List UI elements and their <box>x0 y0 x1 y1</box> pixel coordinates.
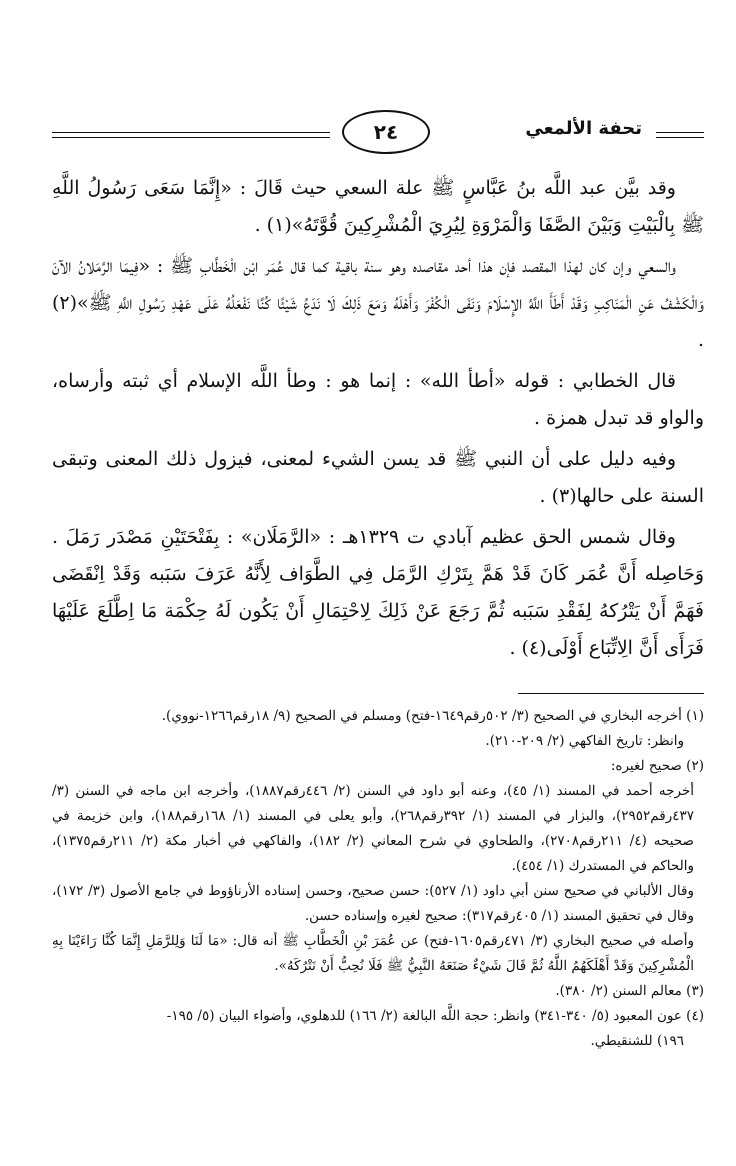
paragraph-evidence: وفيه دليل على أن النبي ﷺ قد يسن الشيء لمعنى، فيزول ذلك المعنى وتبقى السنة على حالها(٣) . <box>52 448 704 507</box>
running-header <box>52 108 704 156</box>
footnote-2-grading: وقال الألباني في صحيح سنن أبي داود (١/ ٥٢٧): حسن صحيح، وحسن إسناده الأرناؤوط في جامع الأصول (٣/ ١٧٢)، وقال في تحقيق المسند (١/ ٤٠٥رقم٣١٧): صحيح لغيره وإسناده حسن. <box>52 883 695 924</box>
book-title: تحفة الألمعي <box>525 118 642 139</box>
footnote-1-cont: وانظر: تاريخ الفاكهي (٢/ ٢٠٩-٢١٠). <box>485 733 684 749</box>
paragraph-ibn-abbas: وقد بيَّن عبد اللَّه بنُ عَبَّاسٍ ﷺ علة السعي حيث قَالَ : «إِنَّمَا سَعَى رَسُولُ اللَّهِ ﷺ بِالْبَيْتِ وَبَيْنَ الصَّفَا وَالْمَرْوَةِ لِيُرِيَ الْمُشْرِكِينَ قُوَّتَهُ»(١) . <box>52 177 704 236</box>
footnote-4-cont: ١٩٦) للشنقيطي. <box>590 1033 684 1049</box>
book-page <box>52 108 704 1054</box>
paragraph-umar-raml: والسعي وإن كان لهذا المقصد فإن هذا أحد مقاصده وهو سنة باقية كما قال عُمَر ابْن الْخَطَّابِ ﷺ : «فِيمَا الرَّمَلانُ الآنَ وَالْكَشْفُ عَنِ الْمَنَاكِبِ وَقَدْ أَطَأَ اللَّهُ الإِسْلَامَ وَنَفَى الْكُفْرَ وَأَهْلَهُ وَمَعَ ذَلِكَ لَا نَدَعُ شَيْئًا كُنَّا نَفْعَلُهُ عَلَى عَهْدِ رَسُولِ اللَّهِ ﷺ»(٢) . <box>52 255 704 351</box>
header-rule-right <box>656 132 704 138</box>
footnote-separator <box>518 693 704 694</box>
footnote-3: (٣) معالم السنن (٢/ ٣٨٠). <box>555 983 704 999</box>
paragraph-azimabadi: وقال شمس الحق عظيم آبادي ت ١٣٢٩هـ : «الرَّمَلَان» : بِفَتْحَتَيْنِ مَصْدَر رَمَلَ . وَحَاصِله أَنَّ عُمَر كَانَ قَدْ هَمَّ بِتَرْكِ الرَّمَل فِي الطَّوَاف لِأَنَّهُ عَرَفَ سَبَبه وَقَدْ اِنْقَضَى فَهَمَّ أَنْ يَتْرُكهُ لِفَقْدِ سَبَبه ثُمَّ رَجَعَ عَنْ ذَلِكَ لِاحْتِمَالِ أَنْ يَكُون لَهُ حِكْمَة مَا اِطَّلَعَ عَلَيْهَا فَرَأَى أَنَّ الِاتِّبَاع أَوْلَى(٤) . <box>52 526 704 659</box>
main-text <box>52 170 704 667</box>
footnote-2: (٢) صحيح لغيره: <box>610 758 704 774</box>
footnote-2-sources: أخرجه أحمد في المسند (١/ ٤٥)، وعنه أبو داود في السنن (٢/ ٤٤٦رقم١٨٨٧)، وأخرجه ابن ماجه في السنن (٣/ ٤٣٧رقم٢٩٥٢)، والبزار في المسند (١/ ٣٩٢رقم٢٦٨)، وأبو يعلى في المسند (١/ ١٦٨رقم١٨٨)، وابن خزيمة في صحيحه (٤/ ٢١١رقم٢٧٠٨)، والطحاوي في شرح المعاني (٢/ ١٨٢)، والفاكهي في أخبار مكة (٢/ ٢١١رقم١٣٧٥)، والحاكم في المستدرك (١/ ٤٥٤). <box>52 783 695 874</box>
paragraph-khattabi: قال الخطابي : قوله «أطأ الله» : إنما هو : وطأ اللَّه الإسلام أي ثبته وأرساه، والواو قد تبدل همزة . <box>52 370 704 429</box>
footnotes <box>52 704 704 1054</box>
footnote-2-origin: وأصله في صحيح البخاري (٣/ ٤٧١رقم١٦٠٥-فتح) عن عُمَرَ بْنِ الْخَطَّابِ ﷺ أنه قال: «مَا لَنَا وَلِلرَّمَلِ إِنَّمَا كُنَّا رَاءَيْنَا بِهِ الْمُشْرِكِينَ وَقَدْ أَهْلَكَهُمُ اللَّهُ ثُمَّ قَالَ شَيْءٌ صَنَعَهُ النَّبِيُّ ﷺ فَلَا نُحِبُّ أَنْ نَتْرُكَهُ». <box>52 933 694 974</box>
header-rule-left <box>52 132 330 138</box>
footnote-1: (١) أخرجه البخاري في الصحيح (٣/ ٥٠٢رقم١٦٤٩-فتح) ومسلم في الصحيح (٩/ ١٨رقم١٢٦٦-نووي). <box>161 708 704 724</box>
page-number: ٢٤ <box>342 110 430 154</box>
footnote-4: (٤) عون المعبود (٥/ ٣٤٠-٣٤١) وانظر: حجة اللَّه البالغة (٢/ ١٦٦) للدهلوي، وأضواء البيان (٥/ ١٩٥- <box>166 1008 704 1024</box>
